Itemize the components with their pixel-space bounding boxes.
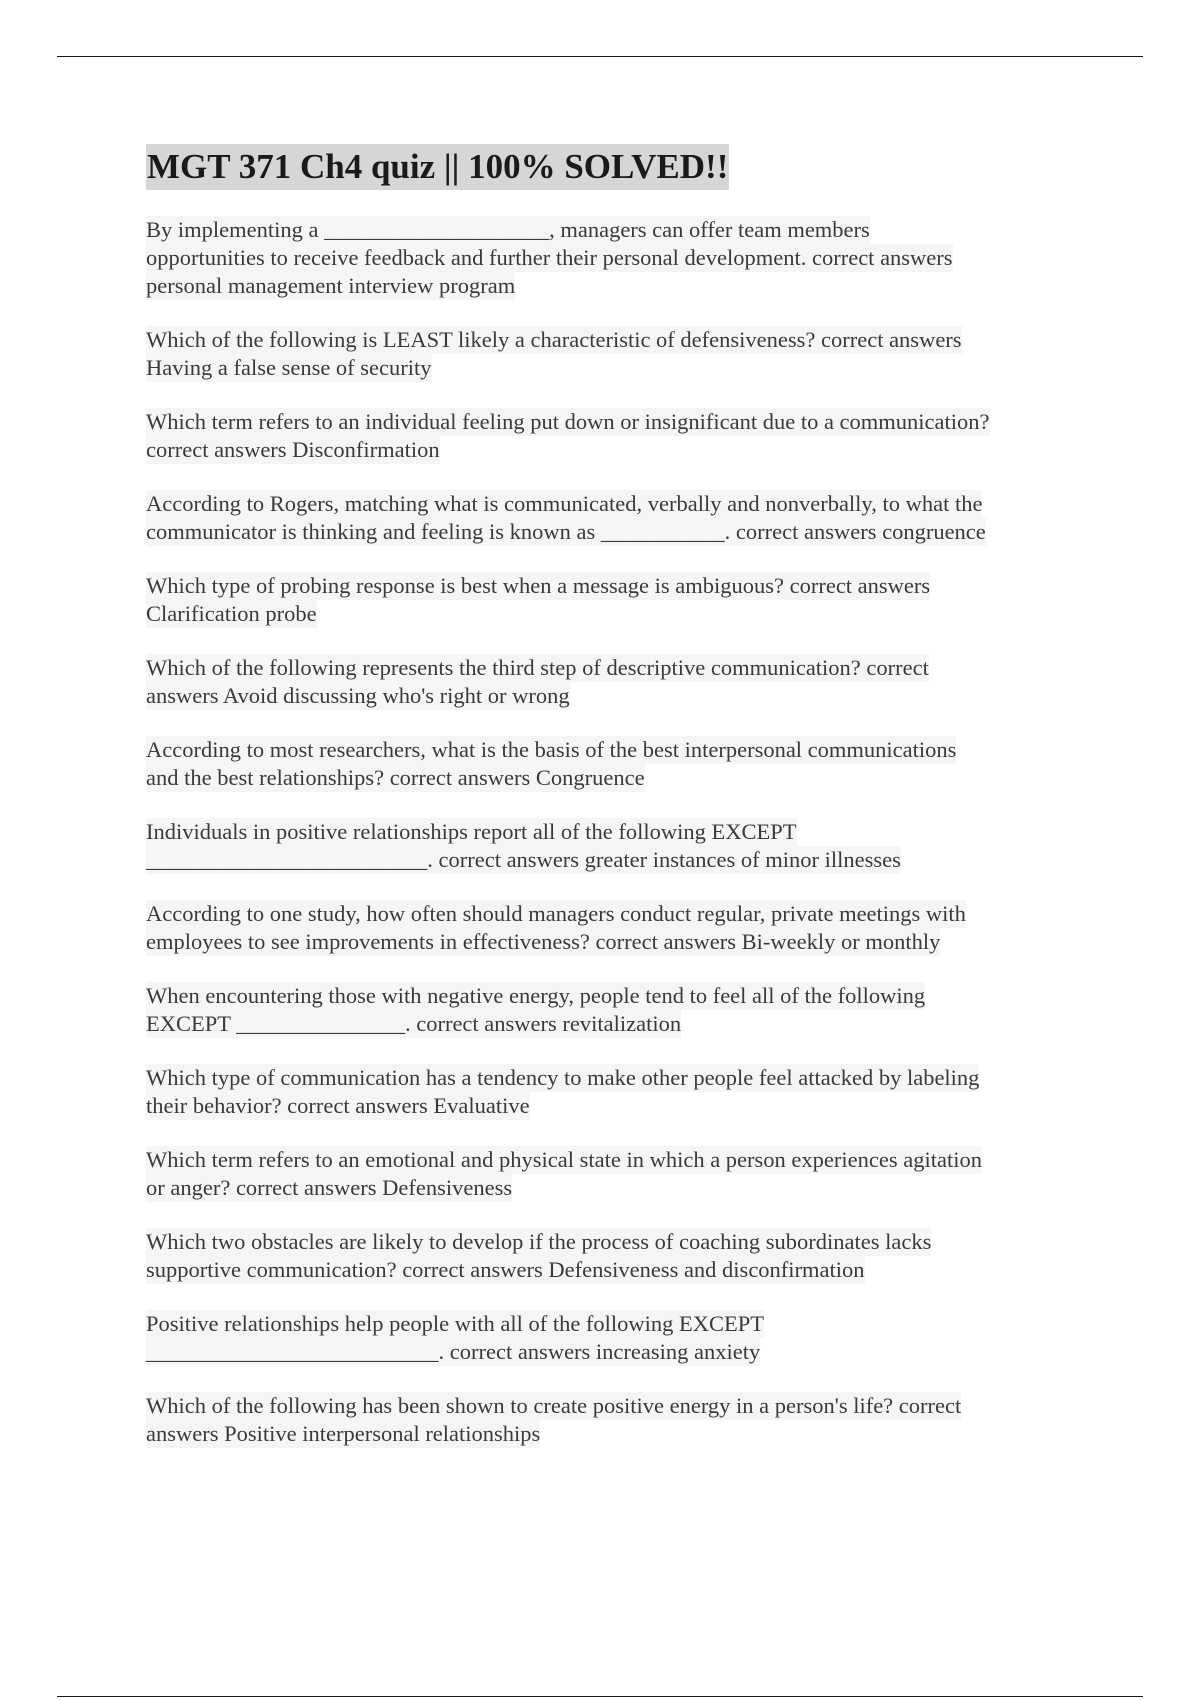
qa-item	[146, 818, 1066, 874]
top-rule	[57, 56, 1143, 57]
qa-line: and the best relationships? correct answers Congruence	[146, 765, 645, 790]
qa-line: communicator is thinking and feeling is known as ___________. correct answers congruence	[146, 519, 986, 544]
bottom-rule	[57, 1696, 1143, 1697]
qa-item	[146, 408, 1066, 464]
qa-line: or anger? correct answers Defensiveness	[146, 1175, 513, 1200]
qa-line: correct answers Disconfirmation	[146, 437, 440, 462]
qa-item	[146, 216, 1066, 300]
qa-line: their behavior? correct answers Evaluative	[146, 1093, 530, 1118]
qa-line: Which of the following is LEAST likely a characteristic of defensiveness? correct answers	[146, 327, 962, 352]
qa-item	[146, 572, 1066, 628]
qa-item	[146, 1146, 1066, 1202]
qa-line: answers Positive interpersonal relationships	[146, 1421, 541, 1446]
qa-line: Which of the following represents the third step of descriptive communication? correct	[146, 655, 929, 680]
qa-item	[146, 1228, 1066, 1284]
qa-list	[146, 216, 1066, 1448]
qa-line: EXCEPT _______________. correct answers revitalization	[146, 1011, 682, 1036]
qa-line: Which type of communication has a tendency to make other people feel attacked by labeling	[146, 1065, 980, 1090]
qa-line: personal management interview program	[146, 273, 516, 298]
qa-line: Which term refers to an individual feeling put down or insignificant due to a communication?	[146, 409, 990, 434]
qa-line: Positive relationships help people with all of the following EXCEPT	[146, 1311, 765, 1336]
qa-line: __________________________. correct answers increasing anxiety	[146, 1339, 761, 1364]
qa-line: When encountering those with negative energy, people tend to feel all of the following	[146, 983, 926, 1008]
qa-item	[146, 900, 1066, 956]
qa-item	[146, 1392, 1066, 1448]
qa-line: By implementing a ____________________, managers can offer team members	[146, 217, 870, 242]
document-title: MGT 371 Ch4 quiz || 100% SOLVED!!	[146, 144, 729, 190]
qa-line: According to one study, how often should managers conduct regular, private meetings with	[146, 901, 966, 926]
qa-line: According to Rogers, matching what is communicated, verbally and nonverbally, to what the	[146, 491, 983, 516]
qa-line: employees to see improvements in effectiveness? correct answers Bi-weekly or monthly	[146, 929, 941, 954]
qa-line: Which two obstacles are likely to develop if the process of coaching subordinates lacks	[146, 1229, 932, 1254]
qa-line: supportive communication? correct answers Defensiveness and disconfirmation	[146, 1257, 865, 1282]
qa-line: Which term refers to an emotional and physical state in which a person experiences agitation	[146, 1147, 982, 1172]
qa-line: Which type of probing response is best when a message is ambiguous? correct answers	[146, 573, 931, 598]
qa-item	[146, 654, 1066, 710]
qa-item	[146, 736, 1066, 792]
document-body	[146, 144, 1066, 1474]
qa-line: Having a false sense of security	[146, 355, 432, 380]
qa-line: Clarification probe	[146, 601, 317, 626]
qa-item	[146, 1064, 1066, 1120]
qa-item	[146, 982, 1066, 1038]
qa-line: According to most researchers, what is the basis of the best interpersonal communications	[146, 737, 957, 762]
qa-line: _________________________. correct answers greater instances of minor illnesses	[146, 847, 901, 872]
qa-line: Which of the following has been shown to create positive energy in a person's life? correct	[146, 1393, 962, 1418]
qa-item	[146, 1310, 1066, 1366]
qa-line: answers Avoid discussing who's right or wrong	[146, 683, 570, 708]
qa-line: Individuals in positive relationships report all of the following EXCEPT	[146, 819, 797, 844]
qa-line: opportunities to receive feedback and further their personal development. correct answers	[146, 245, 953, 270]
qa-item	[146, 326, 1066, 382]
qa-item	[146, 490, 1066, 546]
